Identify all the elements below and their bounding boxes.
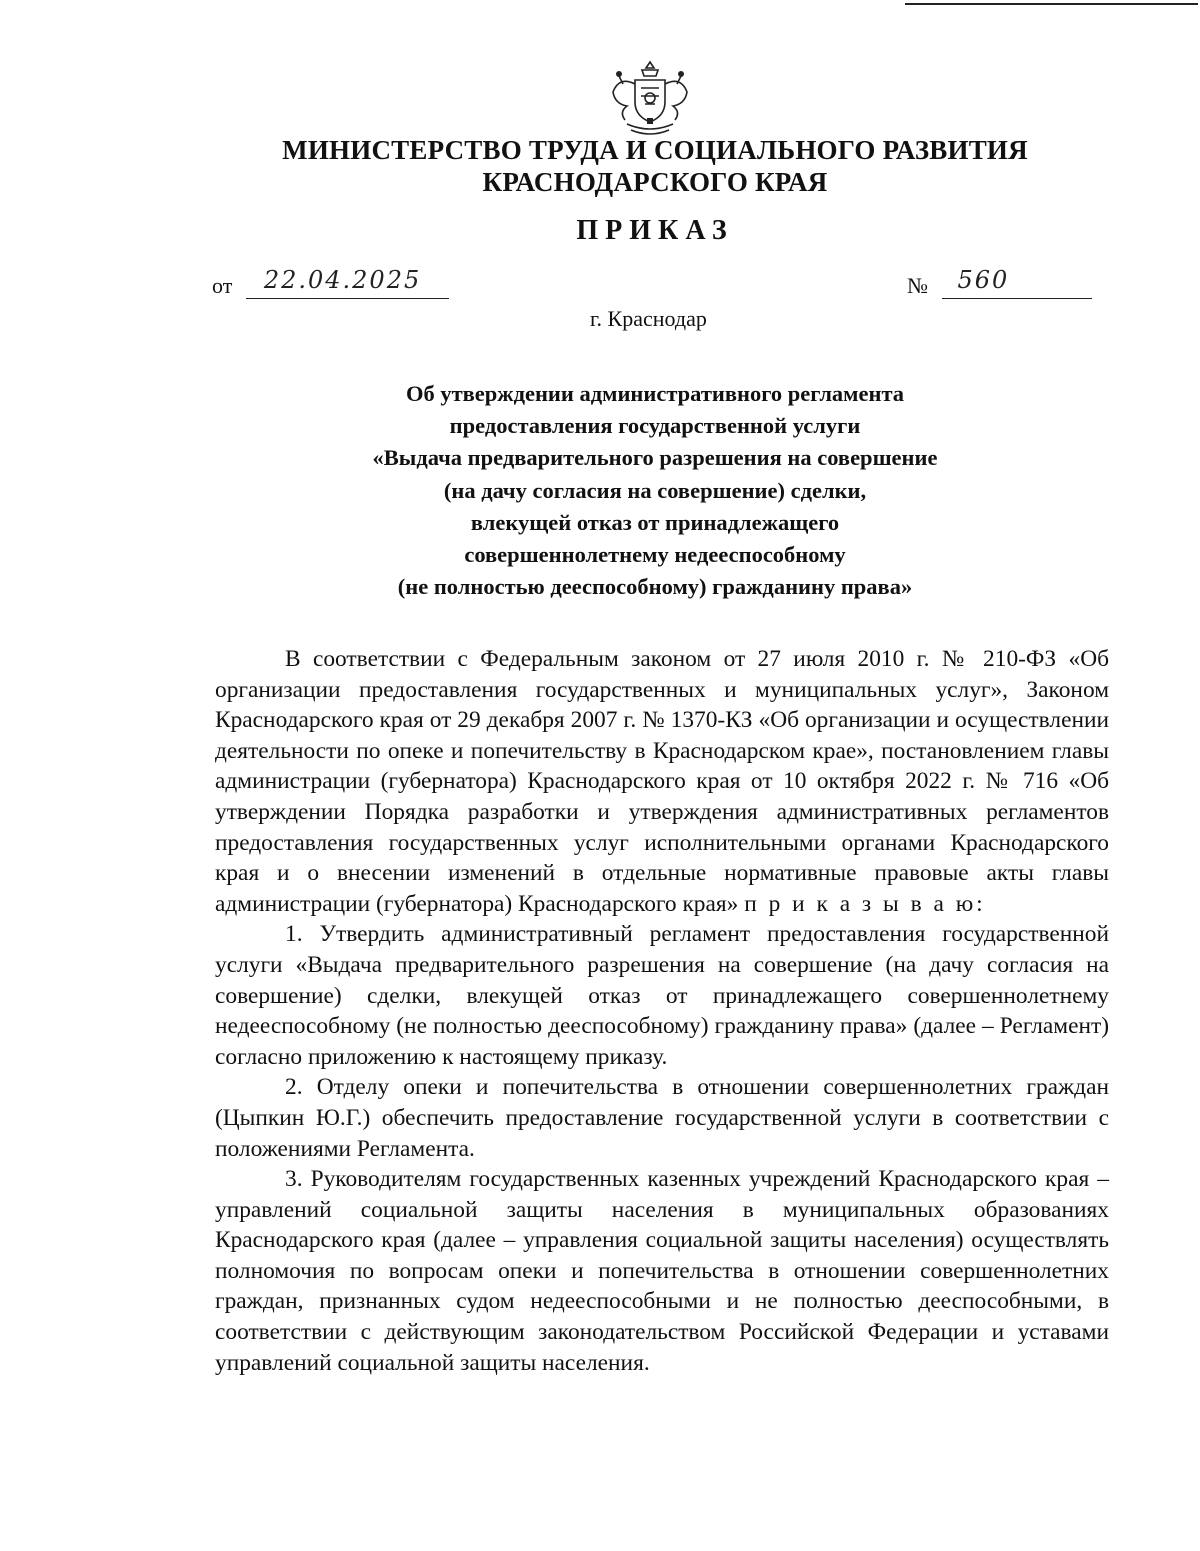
title-line: предоставления государственной услуги [449, 413, 861, 439]
item-2: 2. Отделу опеки и попечительства в отношении совершеннолетних граждан (Цыпкин Ю.Г.) обеспечить предоставление государственной услуги в соответствии с положениями Регламента. [215, 1074, 1109, 1162]
number-line [942, 266, 1092, 299]
preamble-paragraph [215, 644, 1109, 919]
title-line: (на дачу согласия на совершение) сделки, [443, 477, 867, 503]
coat-of-arms-icon [605, 58, 695, 140]
number-block [907, 266, 1092, 299]
ministry-name [0, 134, 1200, 198]
title-line: (не полностью дееспособному) гражданину права» [397, 574, 913, 600]
date-line [246, 266, 449, 299]
order-title [0, 378, 1200, 603]
document-type: ПРИКАЗ [576, 215, 734, 246]
item-1: 1. Утвердить административный регламент предоставления государственной услуги «Выдача предварительного разрешения на совершение (на дачу согласия на совершение) сделки, влекущей отказ от принадлежащего совершеннолетнему недееспособному (не полностью дееспособному) гражданину права» (далее – Регламент) согласно приложению к настоящему приказу. [215, 921, 1109, 1070]
item-3: 3. Руководителям государственных казенных учреждений Краснодарского края – управлений социальной защиты населения в муниципальных образованиях Краснодарского края (далее – управления социальной защиты населения) осуществлять полномочия по вопросам опеки и попечительства в отношении совершеннолетних граждан, признанных судом недееспособными и не полностью дееспособными, в соответствии с действующим законодательством Российской Федерации и уставами управлений социальной защиты населения. [215, 1166, 1109, 1376]
order-word: п р и к а з ы в а ю: [744, 890, 986, 917]
number-prefix: № [907, 273, 928, 298]
number-handwritten: 560 [957, 266, 1010, 294]
date-block [212, 266, 449, 299]
preamble-text: В соответствии с Федеральным законом от 27 июля 2010 г. № 210-ФЗ «Об организации предоставления государственных и муниципальных услуг», Законом Краснодарского края от 29 декабря 2007 г. № 1370-КЗ «Об организации и осуществлении деятельности по опеке и попечительству в Краснодарском крае», постановлением главы администрации (губернатора) Краснодарского края от 10 октября 2022 г. № 716 «Об утверждении Порядка разработки и утверждения административных регламентов предоставления государственных услуг исполнительными органами Краснодарского края и о внесении изменений в отдельные нормативные правовые акты главы администрации (губернатора) Краснодарского края» [215, 646, 1109, 917]
date-handwritten: 22.04.2025 [263, 266, 422, 294]
ministry-line-1: МИНИСТЕРСТВО ТРУДА И СОЦИАЛЬНОГО РАЗВИТИЯ [282, 135, 1028, 165]
title-line: «Выдача предварительного разрешения на совершение [372, 445, 938, 471]
title-line: Об утверждении административного регламента [405, 381, 905, 406]
order-body [215, 644, 1109, 1378]
title-line: влекущей отказ от принадлежащего [470, 509, 840, 535]
city: г. Краснодар [590, 306, 707, 331]
date-prefix: от [212, 273, 233, 298]
ministry-line-2: КРАСНОДАРСКОГО КРАЯ [482, 167, 828, 197]
top-rule [905, 3, 1198, 5]
title-line: совершеннолетнему недееспособному [464, 542, 846, 568]
